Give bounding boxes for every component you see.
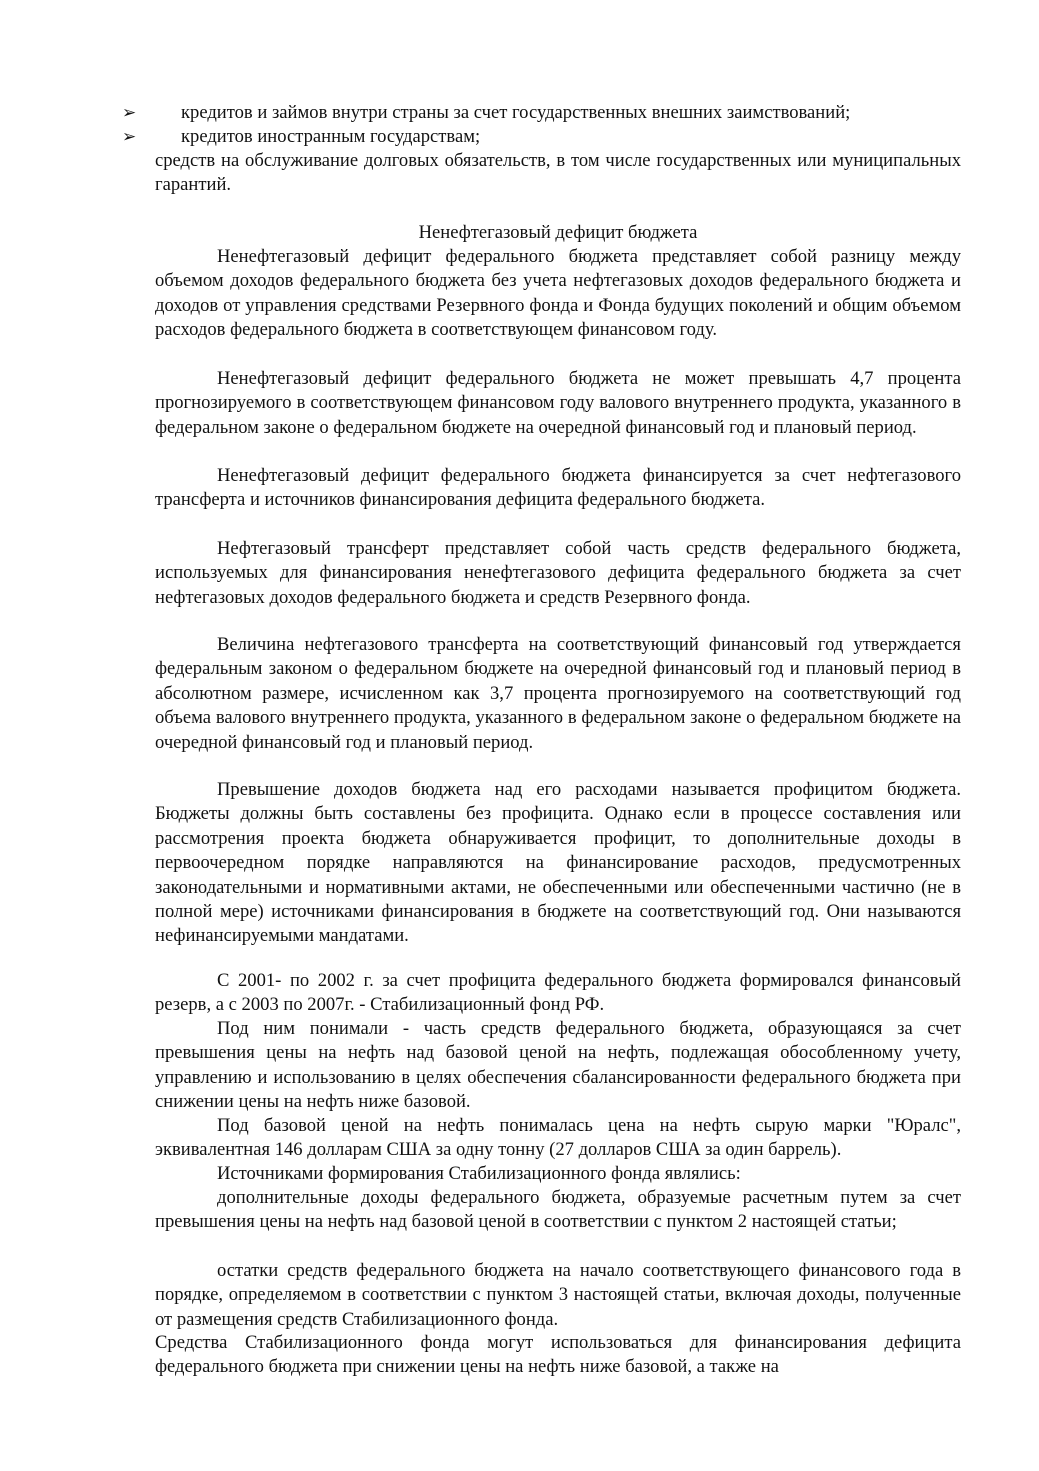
bullet-text: кредитов и займов внутри страны за счет государственных внешних заимствований;: [181, 102, 851, 123]
paragraph: Ненефтегазовый дефицит федерального бюджета финансируется за счет нефтегазового трансферта и источников финансирования дефицита федерального бюджета.: [155, 465, 961, 511]
paragraph: Под базовой ценой на нефть понималась цена на нефть сырую марки "Юралс", эквивалентная 146 долларам США за одну тонну (27 долларов США за один баррель).: [155, 1115, 961, 1161]
paragraph: С 2001- по 2002 г. за счет профицита федерального бюджета формировался финансовый резерв, а с 2003 по 2007г. - Стабилизационный фонд РФ.: [155, 970, 961, 1016]
arrow-bullet-icon: ➢: [122, 103, 137, 123]
arrow-bullet-icon: ➢: [122, 127, 137, 147]
paragraph: остатки средств федерального бюджета на начало соответствующего финансового года в порядке, определяемом в соответствии с пунктом 3 настоящей статьи, включая доходы, полученные от размещения средств Стабилизационного фонда.: [155, 1260, 961, 1330]
bullet-item: [0, 101, 1000, 125]
paragraph: Нефтегазовый трансферт представляет собой часть средств федерального бюджета, используемых для финансирования ненефтегазового дефицита федерального бюджета за счет нефтегазовых доходов федерального бюджета и средств Резервного фонда.: [155, 538, 961, 608]
section-heading: Ненефтегазовый дефицит бюджета: [418, 222, 698, 243]
paragraph: Средства Стабилизационного фонда могут использоваться для финансирования дефицита федерального бюджета при снижении цены на нефть ниже базовой, а также на: [155, 1332, 961, 1378]
paragraph: Ненефтегазовый дефицит федерального бюджета не может превышать 4,7 процента прогнозируемого в соответствующем финансовом году валового внутреннего продукта, указанного в федеральном законе о федеральном бюджете на очередной финансовый год и плановый период.: [155, 368, 961, 438]
bullet-text: кредитов иностранным государствам;: [181, 126, 481, 147]
paragraph: Превышение доходов бюджета над его расходами называется профицитом бюджета. Бюджеты должны быть составлены без профицита. Однако если в процессе составления или рассмотрения проекта бюджета обнаруживается профицит, то дополнительные доходы в первоочередном порядке направляются на финансирование расходов, предусмотренных законодательными и нормативными актами, не обеспеченными или обеспеченными частично (не в полной мере) источниками финансирования в бюджете на соответствующий год. Они называются нефинансируемыми мандатами.: [155, 779, 961, 947]
bullet-item: [0, 125, 1000, 149]
paragraph: Величина нефтегазового трансферта на соответствующий финансовый год утверждается федеральным законом о федеральном бюджете на очередной финансовый год и плановый период в абсолютном размере, исчисленном как 3,7 процента прогнозируемого на соответствующий год объема валового внутреннего продукта, указанного в федеральном законе о федеральном бюджете на очередной финансовый год и плановый период.: [155, 634, 961, 753]
paragraph: дополнительные доходы федерального бюджета, образуемые расчетным путем за счет превышения цены на нефть над базовой ценой в соответствии с пунктом 2 настоящей статьи;: [155, 1187, 961, 1233]
paragraph: Под ним понимали - часть средств федерального бюджета, образующаяся за счет превышения цены на нефть над базовой ценой на нефть, подлежащая обособленному учету, управлению и использованию в целях обеспечения сбалансированности федерального бюджета при снижении цены на нефть ниже базовой.: [155, 1018, 961, 1113]
paragraph: Ненефтегазовый дефицит федерального бюджета представляет собой разницу между объемом доходов федерального бюджета без учета нефтегазовых доходов федерального бюджета и доходов от управления средствами Резервного фонда и Фонда будущих поколений и общим объемом расходов федерального бюджета в соответствующем финансовом году.: [155, 246, 961, 341]
paragraph: Источниками формирования Стабилизационного фонда являлись:: [217, 1163, 741, 1184]
paragraph: средств на обслуживание долговых обязательств, в том числе государственных или муниципальных гарантий.: [155, 150, 961, 196]
